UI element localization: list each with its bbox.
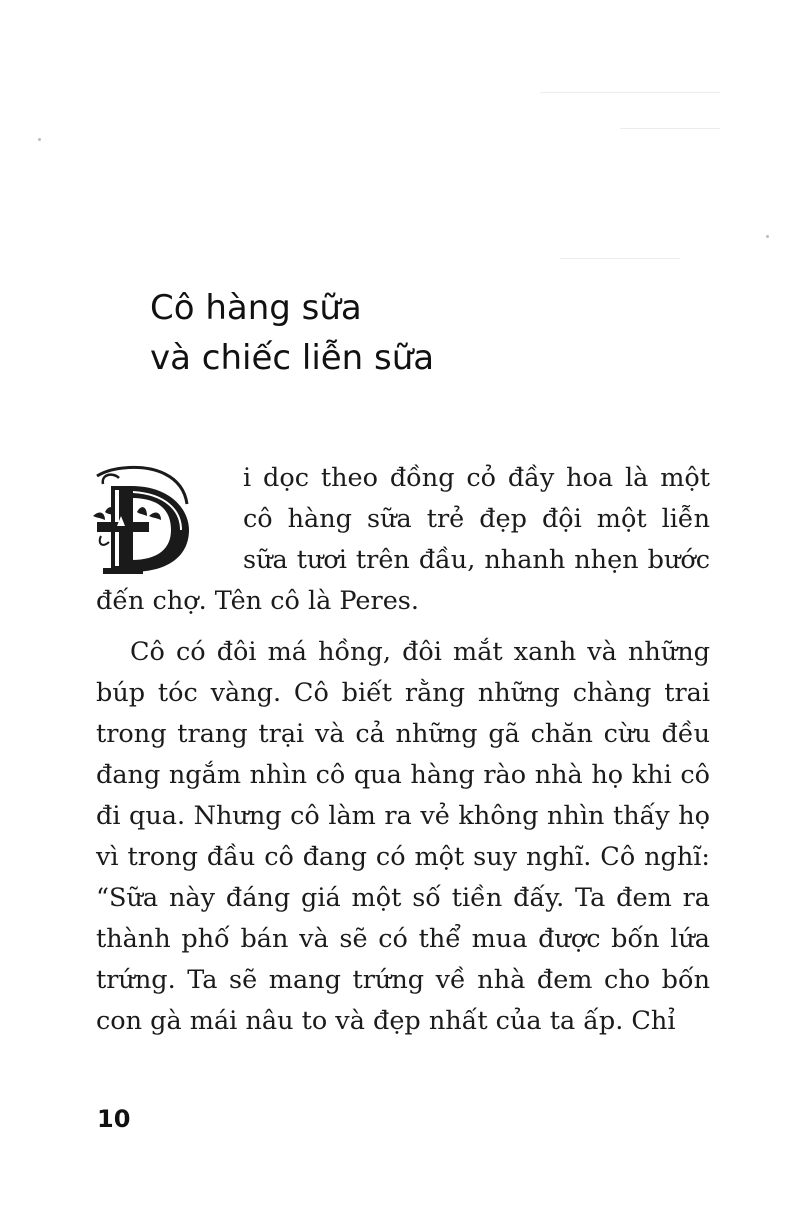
story-title: [150, 283, 434, 383]
title-line-1: Cô hàng sữa: [150, 288, 362, 328]
ornamental-drop-cap: [93, 464, 243, 580]
bleed-through-line: [540, 92, 720, 93]
paragraph-1-text: i dọc theo đồng cỏ đầy hoa là một cô hàng sữa trẻ đẹp đội một liễn sữa tươi trên đầu, nhanh nhẹn bước đến chợ. Tên cô là Peres.: [96, 463, 710, 616]
paragraph-1: [96, 458, 710, 622]
title-line-2: và chiếc liễn sữa: [150, 338, 435, 378]
story-body: [96, 458, 710, 1042]
drop-cap-d-icon: [93, 464, 193, 580]
paragraph-2: Cô có đôi má hồng, đôi mắt xanh và những búp tóc vàng. Cô biết rằng những chàng trai trong trang trại và cả những gã chăn cừu đều đang ngắm nhìn cô qua hàng rào nhà họ khi cô đi qua. Nhưng cô làm ra vẻ không nhìn thấy họ vì trong đầu cô đang có một suy nghĩ. Cô nghĩ: “Sữa này đáng giá một số tiền đấy. Ta đem ra thành phố bán và sẽ có thể mua được bốn lứa trứng. Ta sẽ mang trứng về nhà đem cho bốn con gà mái nâu to và đẹp nhất của ta ấp. Chỉ: [96, 637, 710, 1036]
page-number: 10: [97, 1105, 131, 1133]
bleed-through-line: [560, 258, 680, 259]
paper-speck: [38, 138, 41, 141]
bleed-through-line: [620, 128, 720, 129]
paper-speck: [766, 235, 769, 238]
